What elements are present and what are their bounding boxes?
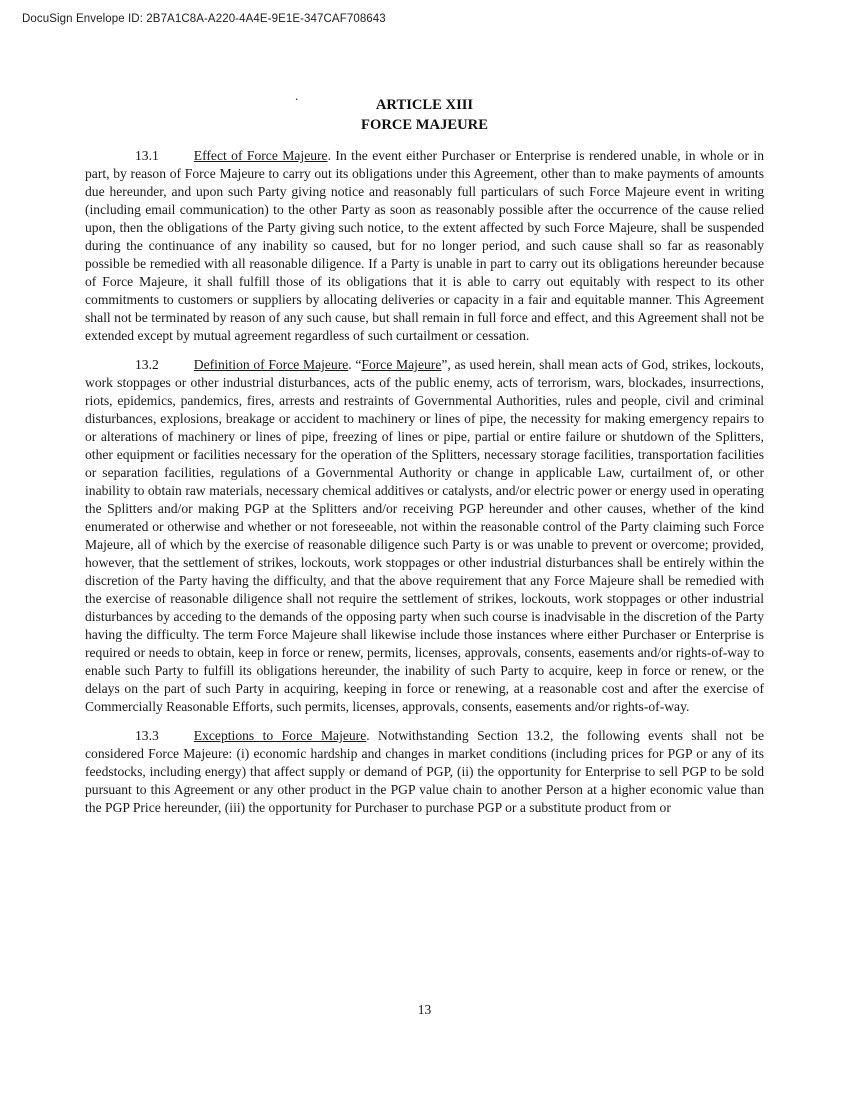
section-number: 13.3 [135,728,159,743]
stray-scan-mark: . [295,88,299,103]
docusign-envelope-id: DocuSign Envelope ID: 2B7A1C8A-A220-4A4E-9E1E-347CAF708643 [22,13,386,25]
paragraph-13.1 [85,147,764,345]
section-number: 13.2 [135,357,159,372]
paragraph-text: . Notwithstanding Section 13.2, the following events shall not be considered Force Majeure: (i) economic hardship and changes in market conditions (including prices for PGP or any of its feedstocks, including energy) that affect supply or demand of PGP, (ii) the opportunity for Enterprise to sell PGP to be sold pursuant to this Agreement or any other product in the PGP value chain to another Person at a higher economic value than the PGP Price hereunder, (iii) the opportunity for Purchaser to purchase PGP or a substitute product from or [85,728,764,815]
section-number: 13.1 [135,148,159,163]
document-paragraphs [85,147,764,828]
article-title [0,96,849,135]
paragraph-13.3 [85,727,764,817]
page-number: 13 [417,1002,432,1017]
paragraph-text: ”, as used herein, shall mean acts of God, strikes, lockouts, work stoppages or other industrial disturbances, acts of the public enemy, acts of terrorism, wars, blockades, insurrections, riots, epidemics, pandemics, fires, arrests and restraints of Governmental Authorities, rules and people, civil and criminal disturbances, explosions, breakage or accident to machinery or lines of pipe, the necessity for making emergency repairs to or alterations of machinery or lines of pipe, freezing of lines or pipe, partial or entire failure or shutdown of the Splitters, other equipment or facilities necessary for the operation of the Splitters, necessary storage facilities, transportation facilities or separation facilities, regulations of a Governmental Authority or change in applicable Law, curtailment of, or other inability to obtain raw materials, necessary chemical additives or catalysts, and/or electric power or energy used in operating the Splitters and/or making PGP at the Splitters and/or receiving PGP hereunder and other causes, whether of the kind enumerated or otherwise and whether or not foreseeable, not within the reasonable control of the Party claiming such Force Majeure, all of which by the exercise of reasonable diligence such Party is or was unable to prevent or overcome; provided, however, that the settlement of strikes, lockouts, work stoppages or other industrial disturbances shall be entirely within the discretion of the Party having the difficulty, and that the above requirement that any Force Majeure shall be remedied with the exercise of reasonable diligence shall not require the settlement of strikes, lockouts, work stoppages or other industrial disturbances by acceding to the demands of the opposing party when such course is inadvisable in the discretion of the Party having the difficulty. The term Force Majeure shall likewise include those instances where either Purchaser or Enterprise is required or needs to obtain, keep in force or renew, permits, licenses, approvals, consents, easements and/or rights-of-way to enable such Party to fulfill its obligations hereunder, the inability of such Party to acquire, keep in force or renew, or the delays on the part of such Party in acquiring, keeping in force or renewing, at a reasonable cost and after the exercise of Commercially Reasonable Efforts, such permits, licenses, approvals, consents, easements and/or rights-of-way. [85,357,764,714]
article-title-line2: FORCE MAJEURE [361,116,488,133]
underlined-heading-text: Effect of Force Majeure [193,148,328,163]
paragraph-13.2 [85,356,764,716]
paragraph-text: . “ [348,357,362,372]
underlined-heading-text: Definition of Force Majeure [193,357,349,372]
underlined-heading-text: Force Majeure [361,357,442,372]
underlined-heading-text: Exceptions to Force Majeure [193,728,367,743]
paragraph-text: . In the event either Purchaser or Enterprise is rendered unable, in whole or in part, by reason of Force Majeure to carry out its obligations under this Agreement, other than to make payments of amounts due hereunder, and upon such Party giving notice and reasonably full particulars of such Force Majeure event in writing (including email communication) to the other Party as soon as reasonably possible after the occurrence of the cause relied upon, then the obligations of the Party giving such notice, to the extent affected by such Force Majeure, shall be suspended during the continuance of any inability so caused, but for no longer period, and such cause shall so far as reasonably possible be remedied with all reasonable diligence. If a Party is unable in part to carry out its obligations hereunder because of Force Majeure, it shall fulfill those of its obligations that it is able to carry out equitably with respect to its other commitments to customers or suppliers by allocating deliveries or capacity in a fair and equitable manner. This Agreement shall not be terminated by reason of any such cause, but shall remain in full force and effect, and this Agreement shall not be extended except by mutual agreement regardless of such curtailment or cessation. [85,148,764,343]
article-title-line1: ARTICLE XIII [375,97,474,113]
